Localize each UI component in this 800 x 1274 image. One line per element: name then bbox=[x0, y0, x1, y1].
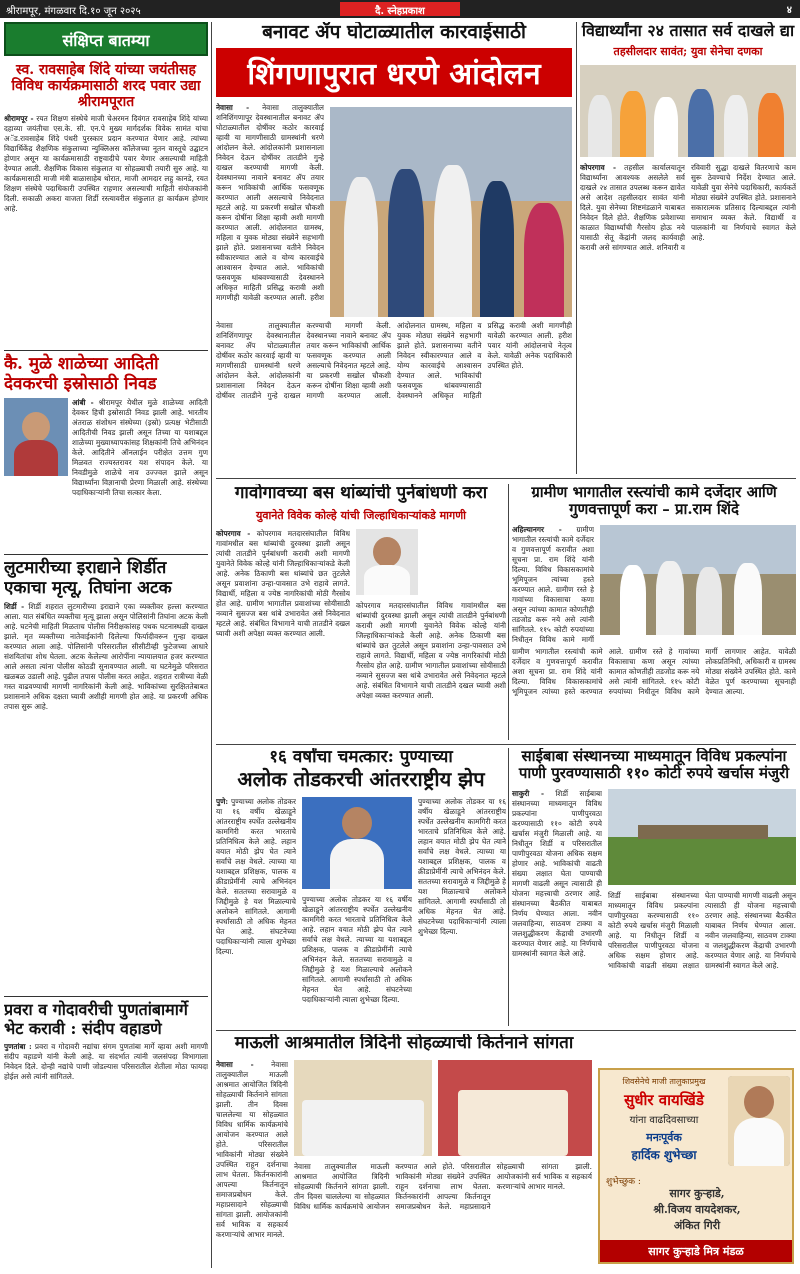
lead-text-1: नेवासा तालुक्यातील शनिशिंगणापूर देवस्थानातील बनावट ॲप घोटाळ्यातील दोषींवर कठोर कारवाई व्हावी या मागणीसाठी ग्रामस्थांनी धरणे आंदोलन केले. आंदोलकांनी प्रशासनाला निवेदन देऊन दोषींवर तातडीने गुन्हे दाखल करण्याची मागणी केली. देवस्थानच्या नावाने बनावट ॲप तयार करून भाविकांची आर्थिक फसवणूक करण्यात आली असल्याचे निवेदनात म्हटले आहे. या प्रकरणी सखोल चौकशी करून दोषींना शिक्षा व्हावी अशी मागणी करण्यात आली. आंदोलनात ग्रामस्थ, महिला व युवक मोठ्या संख्येने सहभागी झाले होते. प्रशासनाच्या वतीने निवेदन स्वीकारण्यात आले व योग्य कारवाईचे आश्वासन देण्यात आले. भाविकांची फसवणूक थांबवण्यासाठी देवस्थानने अधिकृत माहिती प्रसिद्ध करावी अशी मागणीही यावेळी करण्यात आली. हरीश bbox=[216, 102, 324, 302]
story3-text: शिर्डी शहरात लुटमारीच्या इराद्याने एका व्यक्तीवर हल्ला करण्यात आला. यात संबंधित व्यक्तीचा मृत्यू झाला असून पोलिसांनी तिघांना अटक केली आहे. घटनेची माहिती मिळताच पोलीस निरीक्षकांसह पथक घटनास्थळी दाखल झाले. मृत व्यक्तीच्या नातेवाईकांनी दिलेल्या फिर्यादीवरून गुन्हा दाखल करण्यात आला आहे. पोलिसांनी परिसरातील सीसीटीव्ही फुटेजच्या आधारे संशयितांचा शोध घेतला. अटक केलेल्या आरोपींना न्यायालयात हजर करण्यात आले असता त्यांना पोलीस कोठडी सुनावण्यात आली. या घटनेमुळे परिसरात खळबळ उडाली आहे. पुढील तपास पोलीस करत आहेत. शहरात रात्रीच्या वेळी गस्त वाढवण्याची मागणी नागरिकांनी केली आहे. भाविकांच्या सुरक्षिततेबाबत प्रशासनाने अधिक दक्षता घ्यावी अशीही मागणी होत आहे. या प्रकरणी अधिक तपास सुरू आहे. bbox=[4, 602, 208, 712]
ad-from3: अंकित गिरी bbox=[673, 1219, 721, 1232]
ad-from1: सागर कुऱ्हाडे, bbox=[669, 1187, 725, 1200]
sai-story bbox=[512, 748, 796, 1026]
ad-from2: श्री.विजय वायदेशकर, bbox=[653, 1203, 741, 1216]
mauli-headline: माऊली आश्रमातील त्रिदिनी सोहळ्याची किर्तनाने सांगता bbox=[234, 1034, 574, 1053]
birthday-advertisement bbox=[598, 1068, 794, 1264]
sidebar-column bbox=[4, 22, 208, 1268]
lead-kicker: बनावट ॲप घोटाळ्यातील कारवाईसाठी bbox=[262, 22, 526, 43]
story4-body bbox=[4, 1042, 208, 1122]
ad-top-line: शिवसेनेचे माजी तालुकाप्रमुख bbox=[622, 1077, 706, 1086]
sai-text-2: शिर्डी साईबाबा संस्थानच्या माध्यमातून विविध प्रकल्पांना पाणीपुरवठा करण्यासाठी ११० कोटी रुपये खर्चास मंजुरी मिळाली आहे. या निधीतून शिर्डी व परिसरातील पाणीपुरवठा योजना अधिक सक्षम होणार आहे. भाविकांची वाढती संख्या लक्षात घेता पाण्याची मागणी वाढली असून त्यासाठी ही योजना महत्त्वाची ठरणार आहे. संस्थानच्या बैठकीत याबाबत निर्णय घेण्यात आला. नवीन जलवाहिन्या, साठवण टाक्या व जलशुद्धीकरण केंद्राची उभारणी करण्यात येणार आहे. या निर्णयाचे ग्रामस्थांनी स्वागत केले आहे. bbox=[608, 890, 796, 970]
vivek-kolhe-photo bbox=[356, 529, 418, 595]
sai-photo bbox=[608, 789, 796, 885]
bus-text-2: कोपरगाव मतदारसंघातील विविध गावांमधील बस थांब्यांची दुरवस्था झाली असून त्यांची तातडीने पुर्नबांधणी करावी अशी मागणी युवानेते विवेक कोल्हे यांनी जिल्हाधिकाऱ्यांकडे केली आहे. अनेक ठिकाणी बस थांब्यांचे छत तुटलेले असून प्रवाशांना उन्हा-पावसात उभे राहावे लागते. विद्यार्थी, महिला व ज्येष्ठ नागरिकांची मोठी गैरसोय होत आहे. ग्रामीण भागातील प्रवाशांच्या सोयीसाठी नव्याने सुसज्ज बस थांबे उभारावेत असे निवेदनात म्हटले आहे. संबंधित विभागाने याची तातडीने दखल घ्यावी अशी अपेक्षा व्यक्त करण्यात आली. bbox=[356, 600, 506, 700]
rural-roads-story bbox=[512, 484, 796, 740]
tahsil-photo bbox=[580, 65, 796, 157]
ad-line3: मनःपूर्वक bbox=[646, 1131, 682, 1144]
alok-text-3: पुण्याच्या अलोक तोडकर या १६ वर्षीय खेळाडूने आंतरराष्ट्रीय स्पर्धेत उल्लेखनीय कामगिरी करत भारताचे प्रतिनिधित्व केले आहे. लहान वयात मोठी झेप घेत त्याने सर्वांचे लक्ष वेधले. त्याच्या या यशाबद्दल प्रशिक्षक, पालक व क्रीडाप्रेमींनी त्याचे अभिनंदन केले. सततच्या सरावामुळे व जिद्दीमुळे हे यश मिळाल्याचे अलोकने सांगितले. आगामी स्पर्धांसाठी तो अधिक मेहनत घेत आहे. संघटनेच्या पदाधिकाऱ्यांनी त्याला शुभेच्छा दिल्या. bbox=[418, 796, 506, 936]
alok-kicker: १६ वर्षांचा चमत्कार: पुण्याच्या bbox=[269, 748, 453, 767]
ad-footer: सागर कुऱ्हाडे मित्र मंडळ bbox=[600, 1240, 792, 1262]
lead-body-col1 bbox=[216, 103, 324, 315]
bus-subheadline: युवानेते विवेक कोल्हे यांची जिल्हाधिकाऱ्यांकडे मागणी bbox=[255, 508, 467, 522]
mauli-photo-stage bbox=[438, 1060, 592, 1156]
story2-body bbox=[72, 398, 208, 548]
story3-dateline: शिर्डी - bbox=[4, 602, 25, 612]
mauli-story bbox=[216, 1034, 592, 1268]
bus-story bbox=[216, 484, 506, 740]
student-photo bbox=[4, 398, 68, 476]
mauli-body-left bbox=[216, 1060, 288, 1264]
tahsil-text: तहसील कार्यालयातून विद्यार्थ्यांना आवश्यक असलेले सर्व दाखले २४ तासात उपलब्ध करून द्यावेत असे आदेश तहसीलदार सावंत यांनी दिले. युवा सेनेच्या शिष्टमंडळाने याबाबत निवेदन दिले होते. शैक्षणिक प्रवेशाच्या काळात विद्यार्थ्यांची गैरसोय होऊ नये यासाठी सेतू केंद्रांनी जलद कार्यवाही करावी असे सांगण्यात आले. शनिवारी व रविवारी सुद्धा दाखले वितरणाचे काम सुरू ठेवण्याचे निर्देश देण्यात आले. यावेळी युवा सेनेचे पदाधिकारी, कार्यकर्ते मोठ्या संख्येने उपस्थित होते. प्रशासनाने सकारात्मक प्रतिसाद दिल्याबद्दल त्यांनी समाधान व्यक्त केले. विद्यार्थी व पालकांनी या निर्णयाचे स्वागत केले आहे. bbox=[580, 163, 796, 253]
ad-from-label: शुभेच्छुक : bbox=[606, 1177, 641, 1187]
lead-photo-protest bbox=[330, 107, 572, 317]
rural-text-1: ग्रामीण भागातील रस्त्यांची कामे दर्जेदार व गुणवत्तापूर्ण करावीत अशा सूचना प्रा. राम शिंदे यांनी दिल्या. विविध विकासकामांचे भूमिपूजन त्यांच्या हस्ते करण्यात आले. ग्रामीण रस्ते हे गावांच्या विकासाचा कणा असून त्यांच्या कामात कोणतीही तडजोड करू नये असे त्यांनी सांगितले. ११५ कोटी रुपयांच्या निधीतून विविध कामे मार्गी bbox=[512, 524, 594, 643]
bus-dateline: कोपरगाव - bbox=[216, 528, 251, 538]
story4-dateline: पुणतांबा : bbox=[4, 1042, 32, 1052]
sai-dateline: साकुरी - bbox=[512, 788, 544, 798]
mauli-text-2: नेवासा तालुक्यातील माऊली आश्रमात आयोजित त्रिदिनी सोहळ्याची किर्तनाने सांगता झाली. तीन दिवस चाललेल्या या सोहळ्यात विविध धार्मिक कार्यक्रमांचे आयोजन करण्यात आले होते. परिसरातील भाविकांनी मोठ्या संख्येने उपस्थित राहून दर्शनाचा लाभ घेतला. किर्तनकारांनी आपल्या किर्तनातून समाजप्रबोधन केले. महाप्रसादाने सोहळ्याची सांगता झाली. आयोजकांनी सर्व भाविक व सहकार्य करणाऱ्यांचे आभार मानले. bbox=[294, 1161, 592, 1211]
tahsil-story bbox=[580, 22, 796, 474]
alok-story bbox=[216, 748, 506, 1026]
ad-line4: हार्दिक शुभेच्छा bbox=[631, 1148, 697, 1162]
alok-headline: अलोक तोडकरची आंतरराष्ट्रीय झेप bbox=[237, 766, 485, 791]
tahsil-subheadline: तहसीलदार सावंत; युवा सेनेचा दणका bbox=[613, 45, 763, 59]
rural-text-2: ग्रामीण भागातील रस्त्यांची कामे दर्जेदार व गुणवत्तापूर्ण करावीत अशा सूचना प्रा. राम शिंदे यांनी दिल्या. विविध विकासकामांचे भूमिपूजन त्यांच्या हस्ते करण्यात आले. ग्रामीण रस्ते हे गावांच्या विकासाचा कणा असून त्यांच्या कामात कोणतीही तडजोड करू नये असे त्यांनी सांगितले. ११५ कोटी रुपयांच्या निधीतून विविध कामे मार्गी लागणार आहेत. यावेळी लोकप्रतिनिधी, अधिकारी व ग्रामस्थ मोठ्या संख्येने उपस्थित होते. कामे वेळेत पूर्ण करण्याच्या सूचनाही देण्यात आल्या. bbox=[512, 646, 796, 696]
story3-body bbox=[4, 602, 208, 992]
bus-body-left bbox=[216, 529, 350, 739]
story1-dateline: श्रीरामपूर - bbox=[4, 114, 34, 124]
sai-body-left bbox=[512, 789, 602, 1021]
story3-headline: लुटमारीच्या इराद्याने शिर्डीत एकाचा मृत्यू, तिघांना अटक bbox=[4, 558, 172, 598]
sai-text-1: शिर्डी साईबाबा संस्थानच्या माध्यमातून विविध प्रकल्पांना पाणीपुरवठा करण्यासाठी ११० कोटी रुपये खर्चास मंजुरी मिळाली आहे. या निधीतून शिर्डी व परिसरातील पाणीपुरवठा योजना अधिक सक्षम होणार आहे. भाविकांची वाढती संख्या लक्षात घेता पाण्याची मागणी वाढली असून त्यासाठी ही योजना महत्त्वाची ठरणार आहे. संस्थानच्या बैठकीत याबाबत निर्णय घेण्यात आला. नवीन जलवाहिन्या, साठवण टाक्या व जलशुद्धीकरण केंद्राची उभारणी करण्यात येणार आहे. या निर्णयाचे ग्रामस्थांनी स्वागत केले आहे. bbox=[512, 788, 602, 958]
page-number: ४ bbox=[786, 5, 792, 16]
alok-text-2: पुण्याच्या अलोक तोडकर या १६ वर्षीय खेळाडूने आंतरराष्ट्रीय स्पर्धेत उल्लेखनीय कामगिरी करत भारताचे प्रतिनिधित्व केले आहे. लहान वयात मोठी झेप घेत त्याने सर्वांचे लक्ष वेधले. त्याच्या या यशाबद्दल प्रशिक्षक, पालक व क्रीडाप्रेमींनी त्याचे अभिनंदन केले. सततच्या सरावामुळे व जिद्दीमुळे हे यश मिळाल्याचे अलोकने सांगितले. आगामी स्पर्धांसाठी तो अधिक मेहनत घेत आहे. संघटनेच्या पदाधिकाऱ्यांनी त्याला शुभेच्छा दिल्या. bbox=[302, 894, 412, 1004]
story1-headline: स्व. रावसाहेब शिंदे यांच्या जयंतीसह विविध कार्यक्रमासाठी शरद पवार उद्या श्रीरामपूरात bbox=[11, 62, 201, 111]
alok-dateline: पुणे: bbox=[216, 796, 229, 806]
alok-body-middle bbox=[302, 895, 412, 1021]
tahsil-headline: विद्यार्थ्यांना २४ तासात सर्व दाखले द्या bbox=[581, 22, 795, 40]
lead-headline: शिंगणापुरात धरणे आंदोलन bbox=[216, 48, 572, 97]
story1-text: रयत शिक्षण संस्थेचे माजी चेअरमन दिवंगत रावसाहेब शिंदे यांच्या दहाव्या जयंतीचा एस.के. सी. एन.पे मुख्य मार्गदर्शक विवेक सामंत यांचा अॅड.रावसाहेब शिंदे पंथरी पुरस्कार प्रदान करण्यात येणार आहे. त्यांच्या विद्यार्थिकेंद्र शैक्षणिक संकुलाच्या न्युक्लिअस कॉलेजच्या नूतन वास्तूचे उद्घाटन होणार असून या कार्यक्रमासाठी राष्ट्रवादीचे पवार येणार असल्याची माहिती देण्यात आली. शैक्षणिक विकास संकुलात या सोहळ्याची तयारी सुरु आहे. या कार्यक्रमासाठी माजी मंत्री बाळासाहेब थोरात, माजी आमदार लहु कानडे, रयत शिक्षण संस्थेचे पदाधिकारी उपस्थित राहणार असल्याची माहिती संयोजकांनी दिली. सकाळी अकरा वाजता शिर्डी रस्त्यावरील संकुलात हा कार्यक्रम होणार आहे. bbox=[4, 114, 208, 214]
rural-headline: ग्रामीण भागातील रस्त्यांची कामे दर्जेदार आणि गुणवत्तापूर्ण करा – प्रा.राम शिंदे bbox=[531, 484, 777, 519]
bus-text-1: कोपरगाव मतदारसंघातील विविध गावांमधील बस थांब्यांची दुरवस्था झाली असून त्यांची तातडीने पुर्नबांधणी करावी अशी मागणी युवानेते विवेक कोल्हे यांनी जिल्हाधिकाऱ्यांकडे केली आहे. अनेक ठिकाणी बस थांब्यांचे छत तुटलेले असून प्रवाशांना उन्हा-पावसात उभे राहावे लागते. विद्यार्थी, महिला व ज्येष्ठ नागरिकांची मोठी गैरसोय होत आहे. ग्रामीण भागातील प्रवाशांच्या सोयीसाठी नव्याने सुसज्ज बस थांबे उभारावेत असे निवेदनात म्हटले आहे. संबंधित विभागाने याची तातडीने दखल घ्यावी अशी अपेक्षा व्यक्त करण्यात आली. bbox=[216, 528, 350, 638]
masthead-paper-name: दै. स्नेहप्रकाश bbox=[340, 2, 460, 16]
lead-text-2: नेवासा तालुक्यातील शनिशिंगणापूर देवस्थानातील बनावट ॲप घोटाळ्यातील दोषींवर कठोर कारवाई व्हावी या मागणीसाठी ग्रामस्थांनी धरणे आंदोलन केले. आंदोलकांनी प्रशासनाला निवेदन देऊन दोषींवर तातडीने गुन्हे दाखल करण्याची मागणी केली. देवस्थानच्या नावाने बनावट ॲप तयार करून भाविकांची आर्थिक फसवणूक करण्यात आली असल्याचे निवेदनात म्हटले आहे. या प्रकरणी सखोल चौकशी करून दोषींना शिक्षा व्हावी अशी मागणी करण्यात आली. आंदोलनात ग्रामस्थ, महिला व युवक मोठ्या संख्येने सहभागी झाले होते. प्रशासनाच्या वतीने निवेदन स्वीकारण्यात आले व योग्य कारवाईचे आश्वासन देण्यात आले. भाविकांची फसवणूक थांबवण्यासाठी देवस्थानने अधिकृत माहिती प्रसिद्ध करावी अशी मागणीही यावेळी करण्यात आली. हरीश पवार यांनी आंदोलनाचे नेतृत्व केले. यावेळी अनेक पदाधिकारी उपस्थित होते. bbox=[216, 320, 572, 400]
rural-body-left bbox=[512, 525, 594, 643]
tahsil-body bbox=[580, 163, 796, 465]
masthead-date: श्रीरामपूर, मंगळवार दि.१० जून २०२५ bbox=[6, 6, 141, 17]
mauli-body-bottom bbox=[294, 1162, 592, 1264]
ad-name: सुधीर वायखिंडे bbox=[624, 1091, 704, 1109]
alok-body-right bbox=[418, 797, 506, 1021]
sidebar-section-title: संक्षिप्त बातम्या bbox=[4, 22, 208, 56]
story4-text: प्रवरा व गोदावरी नद्यांचा संगम पुणतांबा मार्गे व्हावा अशी मागणी संदीप वहाडणे यांनी केली आहे. या संदर्भात त्यांनी जलसंपदा विभागाला निवेदन दिले. दोन्ही नद्यांचे पाणी जोडल्यास परिसरातील शेतीला मोठा फायदा होईल असे त्यांनी सांगितले. bbox=[4, 1042, 208, 1082]
story2-headline: कै. मुळे शाळेच्या आदिती देवकरची इस्रोसाठी निवड bbox=[4, 354, 159, 394]
bus-headline: गावोगावच्या बस थांब्यांची पुर्नबांधणी करा bbox=[234, 484, 488, 503]
ad-line2: यांना वाढदिवसाच्या bbox=[629, 1115, 699, 1126]
rural-body-bottom bbox=[512, 647, 796, 739]
mauli-dateline: नेवासा - bbox=[216, 1059, 254, 1069]
lead-story bbox=[216, 22, 572, 474]
story2-dateline: आंबी - bbox=[72, 398, 94, 408]
lead-body-cols bbox=[216, 321, 572, 471]
rural-photo bbox=[600, 525, 796, 635]
mauli-photo-crowd bbox=[294, 1060, 432, 1156]
alok-photo bbox=[302, 797, 412, 889]
mauli-text-1: नेवासा तालुक्यातील माऊली आश्रमात आयोजित त्रिदिनी सोहळ्याची किर्तनाने सांगता झाली. तीन दिवस चाललेल्या या सोहळ्यात विविध धार्मिक कार्यक्रमांचे आयोजन करण्यात आले होते. परिसरातील भाविकांनी मोठ्या संख्येने उपस्थित राहून दर्शनाचा लाभ घेतला. किर्तनकारांनी आपल्या किर्तनातून समाजप्रबोधन केले. महाप्रसादाने सोहळ्याची सांगता झाली. आयोजकांनी सर्व भाविक व सहकार्य करणाऱ्यांचे आभार मानले. bbox=[216, 1059, 288, 1239]
alok-text-1: पुण्याच्या अलोक तोडकर या १६ वर्षीय खेळाडूने आंतरराष्ट्रीय स्पर्धेत उल्लेखनीय कामगिरी करत भारताचे प्रतिनिधित्व केले आहे. लहान वयात मोठी झेप घेत त्याने सर्वांचे लक्ष वेधले. त्याच्या या यशाबद्दल प्रशिक्षक, पालक व क्रीडाप्रेमींनी त्याचे अभिनंदन केले. सततच्या सरावामुळे व जिद्दीमुळे हे यश मिळाल्याचे अलोकने सांगितले. आगामी स्पर्धांसाठी तो अधिक मेहनत घेत आहे. संघटनेच्या पदाधिकाऱ्यांनी त्याला शुभेच्छा दिल्या. bbox=[216, 796, 296, 956]
alok-body-left bbox=[216, 797, 296, 1021]
story4-headline: प्रवरा व गोदावरीची पुणतांबामार्गे भेट करावी : संदीप वहाडणे bbox=[4, 1000, 188, 1038]
rural-dateline: अहिल्यानगर - bbox=[512, 524, 562, 534]
story1-body bbox=[4, 114, 208, 346]
masthead bbox=[0, 0, 800, 18]
lead-dateline: नेवासा - bbox=[216, 102, 250, 112]
story2-text: श्रीरामपूर येथील मुळे शाळेच्या आदिती देवकर हिची इस्रोसाठी निवड झाली आहे. भारतीय अंतराळ संशोधन संस्थेच्या (इस्रो) प्रत्यक्ष भेटीसाठी आदितीची निवड झाली असून तिच्या या यशाबद्दल शाळेच्या मुख्याध्यापकांसह शिक्षकांनी तिचे अभिनंदन केले. आदितीने ऑनलाईन परीक्षेत उत्तम गुण मिळवत राज्यस्तरावर यश संपादन केले. या निवडीमुळे शाळेचे नाव उज्ज्वल झाले असून विद्यार्थ्यांना विज्ञानाची प्रेरणा मिळाली आहे. संस्थेच्या पदाधिकाऱ्यांनी तिचा सत्कार केला. bbox=[72, 398, 208, 498]
tahsil-dateline: कोपरगाव - bbox=[580, 163, 617, 173]
ad-portrait bbox=[728, 1076, 790, 1166]
sai-headline: साईबाबा संस्थानच्या माध्यमातून विविध प्रकल्पांना पाणी पुरवण्यासाठी ११० कोटी रुपये खर्चास मंजुरी bbox=[518, 748, 790, 783]
sai-body-right bbox=[608, 891, 796, 1021]
bus-body-right bbox=[356, 601, 506, 739]
